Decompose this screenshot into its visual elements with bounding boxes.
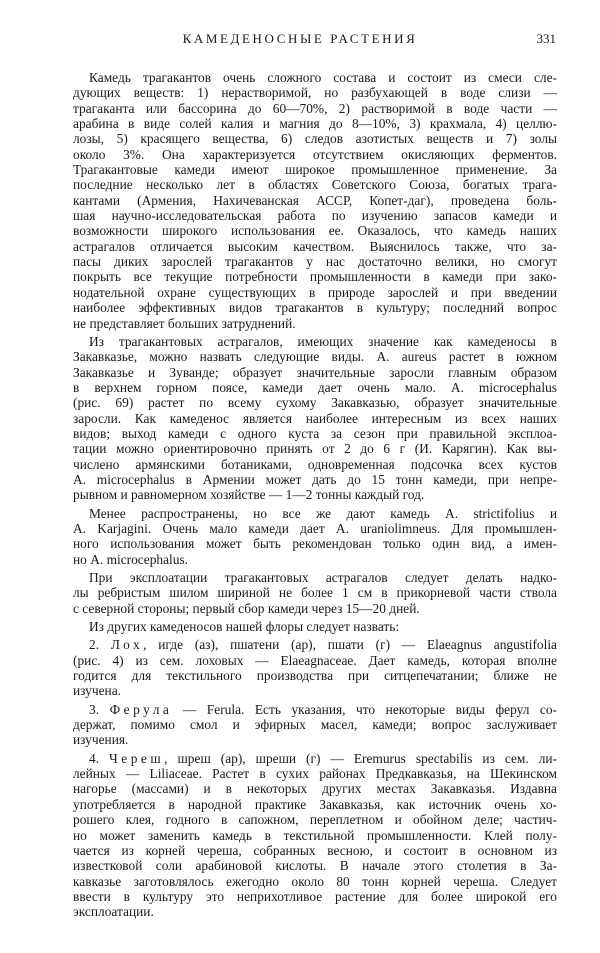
paragraph xyxy=(73,751,557,920)
text-line: Из других камеденосов нашей флоры следует назвать: xyxy=(89,619,400,635)
text-line: эксплоатации. xyxy=(73,904,154,920)
item-number: 3. xyxy=(89,701,110,717)
text-line: При эксплоатации трагакантовых астрагалов следует делать надко- xyxy=(89,570,557,585)
text-line: лейных — Liliaceae. Растет в сухих районах Предкавказья, на Шекинском xyxy=(73,766,557,782)
text-line: A. microcephalus в Армении может дать до 15 тонн камеди, при непре- xyxy=(73,471,557,487)
body-text xyxy=(73,70,557,920)
text-line: числено армянскими ботаниками, одновременная подсочка всех кустов xyxy=(73,456,557,472)
plant-name-spaced: Лох xyxy=(110,637,144,653)
text-line: ввести в культуру это неприхотливое растение для более широкой его xyxy=(73,888,557,904)
text-line: тации можно ориентировочно принять от 2 до 6 г (И. Карягин). Как вы- xyxy=(73,441,557,457)
text-line: Из трагакантовых астрагалов, имеющих значение как камеденосы в xyxy=(89,333,557,349)
plant-name-spaced: Ферула xyxy=(109,701,173,717)
page-header xyxy=(0,31,600,51)
line-text: , шреш (ар), шреши (г) — Eremurus spectabilis из сем. ли- xyxy=(164,750,558,766)
text-line: чается из корней череша, собранных весною, и состоит в основном из xyxy=(73,842,557,858)
text-line: Закавказье, можно назвать следующие виды. A. aureus растет в южном xyxy=(73,349,557,365)
item-number: 4. xyxy=(89,750,110,766)
text-line: заросли. Как камеденос является наиболее интересным из всех наших xyxy=(73,410,557,426)
paragraph xyxy=(73,506,557,567)
text-line: шая научно-исследовательская работа по изучению запасов камеди и xyxy=(73,208,557,224)
item-number: 2. xyxy=(89,637,111,653)
text-line: рошего клея, годного в сапожном, переплетном и обойном деле; частич- xyxy=(73,812,557,828)
text-line: трагаканта или бассорина до 60—70%, 2) растворимой в воде части — xyxy=(73,100,557,116)
text-line: но A. microcephalus. xyxy=(73,551,189,567)
paragraph xyxy=(73,619,557,634)
text-line: не представляет больших затруднений. xyxy=(73,315,296,331)
paragraph xyxy=(73,334,557,503)
text-line: A. Karjagini. Очень мало камеди дает A. uraniolimneus. Для промышлен- xyxy=(73,520,557,536)
text-line: изучена. xyxy=(73,683,122,699)
text-line: в верхнем горном поясе, камеди дает очень мало. A. microcephalus xyxy=(73,379,557,395)
paragraph xyxy=(73,70,557,331)
text-line: наиболее эффективных видов трагакантов в культуру; последний вопрос xyxy=(73,300,557,316)
text-line: рывном и равномерном хозяйстве — 1—2 тонны каждый год. xyxy=(73,487,425,503)
text-line: кавказье заготовлялось ежегодно около 80 тонн корней череша. Следует xyxy=(73,873,557,889)
text-line: (рис. 4) из сем. лоховых — Elaeagnaceae. Дает камедь, которая вполне xyxy=(73,652,557,668)
text-line: нагорье (массами) и в некоторых других местах Закавказья. Издавна xyxy=(73,781,557,797)
text-line: арабина в виде солей калия и магния до 8—10%, 3) крахмала, 4) целлю- xyxy=(73,116,557,132)
text-line: ного использования может быть рекомендован только один вид, а имен- xyxy=(73,536,557,552)
text-line xyxy=(73,751,557,766)
text-line: (рис. 69) растет по всему сухому Закавказью, образует значительные xyxy=(73,395,557,411)
text-line: около 3%. Она характеризуется отсутствием окисляющих ферментов. xyxy=(73,146,557,162)
text-line: Менее распространены, но все же дают камедь A. strictifolius и xyxy=(89,505,557,521)
text-line: возможности широкого использования ее. Оказалось, что камедь наших xyxy=(73,223,557,239)
text-line: лозы, 5) красящего вещества, 6) следов азотистых веществ и 7) золы xyxy=(73,131,557,147)
text-line: дующих веществ: 1) нерастворимой, но разбухающей в воде слизи — xyxy=(73,85,557,101)
page-number: 331 xyxy=(536,31,556,46)
text-line: последние несколько лет в областях Советского Союза, богатых трага- xyxy=(73,177,557,193)
text-line: видов; выход камеди с одного куста за сезон при правильной эксплоа- xyxy=(73,425,557,441)
paragraph xyxy=(73,702,557,748)
text-line: Камедь трагакантов очень сложного состава и состоит из смеси сле- xyxy=(89,70,557,85)
text-line: употребляется в народной практике Закавказья, как источник очень хо- xyxy=(73,796,557,812)
text-line: нодательной охране существующих в природе зарослей и при введении xyxy=(73,284,557,300)
text-line: с северной стороны; первый сбор камеди через 15—20 дней. xyxy=(73,600,420,616)
text-line: но может заменить камедь в текстильной промышленности. Клей полу- xyxy=(73,827,557,843)
text-line: Трагакантовые камеди имеют широкое промышленное применение. За xyxy=(73,162,557,178)
text-line xyxy=(73,637,557,652)
running-title: КАМЕДЕНОСНЫЕ РАСТЕНИЯ xyxy=(182,31,418,46)
text-line: лы ребристым шилом шириной не более 1 см в прикорневой части ствола xyxy=(73,585,557,601)
text-line: Закавказье и Зуванде; образует значительные заросли главным образом xyxy=(73,364,557,380)
text-line: пасы диких зарослей трагакантов у нас достаточно велики, но смогут xyxy=(73,254,557,270)
plant-name-spaced: Череш xyxy=(109,750,165,766)
text-line: кантами (Армения, Нахичеванская АССР, Копет-даг), проведена боль- xyxy=(73,192,557,208)
paragraph xyxy=(73,570,557,616)
text-line: известковой соли арабиновой кислоты. В начале этого столетия в За- xyxy=(73,858,557,874)
text-line: годится для текстильного производства при ситцепечатании; ближе не xyxy=(73,668,557,684)
paragraph xyxy=(73,637,557,698)
text-line: изучения. xyxy=(73,732,129,748)
line-text: , игде (аз), пшатени (ар), пшати (г) — Elaeagnus angustifolia xyxy=(143,637,558,653)
text-line: покрыть все текущие потребности промышленности в камеди при зако- xyxy=(73,269,557,285)
line-text: — Ferula. Есть указания, что некоторые виды ферул со- xyxy=(172,701,558,717)
text-line xyxy=(73,702,557,717)
text-line: астрагалов отличается высоким качеством. Выяснилось также, что за- xyxy=(73,238,557,254)
text-line: держат, помимо смол и эфирных масел, камеди; вопрос заслуживает xyxy=(73,717,557,733)
